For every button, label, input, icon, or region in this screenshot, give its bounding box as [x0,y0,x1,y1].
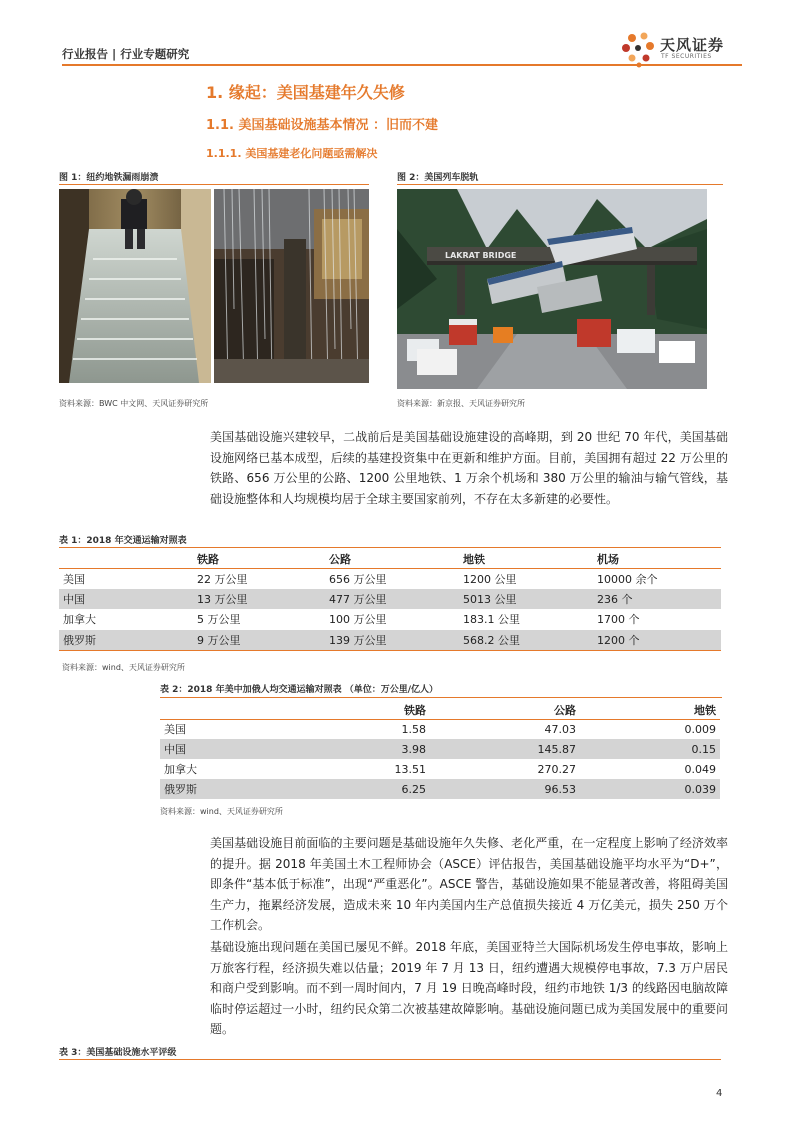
page-number: 4 [716,1088,723,1099]
table-cell: 3.98 [300,739,430,759]
table-2-rule [160,697,722,698]
table-cell: 5 万公里 [197,613,241,627]
figure-1-caption: 图 1：纽约地铁漏雨崩溃 [59,173,159,183]
table-cell: 236 个 [593,589,721,610]
section-heading-1: 1. 缘起：美国基建年久失修 [206,83,405,102]
figure-2-caption: 图 2：美国列车脱轨 [397,173,479,183]
table-cell: 1.58 [401,722,426,736]
table-2-header: 地铁 [580,701,720,719]
table-cell: 100 万公里 [329,613,387,627]
table-2-caption: 表 2：2018 年美中加俄人均交通运输对照表 （单位：万公里/亿人） [160,685,438,695]
table-cell: 加拿大 [164,763,197,776]
table-cell: 13 万公里 [193,589,325,610]
table-1-header-row [59,551,721,568]
header-divider [62,64,742,66]
table-cell: 俄罗斯 [59,630,193,651]
figure-2-photo [397,189,707,389]
table-1-header [59,551,193,568]
table-cell: 1700 个 [597,613,640,627]
figure-1-photo-right [214,189,369,383]
table-row [59,589,721,610]
table-2-header: 公路 [430,701,580,719]
table-row [59,568,721,589]
table-cell: 13.51 [394,762,426,776]
table-row [160,779,720,799]
table-1 [59,551,721,651]
table-cell: 270.27 [537,762,576,776]
table-2-header: 铁路 [300,701,430,719]
table-cell: 0.15 [580,739,720,759]
table-cell: 俄罗斯 [160,779,300,799]
paragraph-infrastructure-overview: 美国基础设施兴建较早，二战前后是美国基础设施建设的高峰期，到 20 世纪 70 年代，美国基础设施网络已基本成型，后续的基建投资集中在更新和维护方面。目前，美国拥有超过 22 万公里的铁路、656 万公里的公路、1200 公里地铁、1 万余个机场和 380 万公里的输油与输气管线，基础设施整体和人均规模均居于全球主要国家前列，不存在太多新建的必要性。 [210,430,728,506]
table-cell: 美国 [164,723,186,737]
table-2-header-row [160,701,720,719]
table-row [160,719,720,739]
table-cell: 5013 公里 [459,589,593,610]
table-cell: 477 万公里 [325,589,459,610]
table-cell: 中国 [59,589,193,610]
table-cell: 22 万公里 [197,572,248,586]
table-row [59,609,721,630]
table-cell: 0.039 [580,779,720,799]
table-cell: 96.53 [430,779,580,799]
table-cell: 183.1 公里 [463,613,520,627]
table-3-caption: 表 3：美国基础设施水平评级 [59,1048,177,1058]
paragraph-infrastructure-incidents: 基础设施出现问题在美国已屡见不鲜。2018 年底，美国亚特兰大国际机场发生停电事故，影响上万旅客行程，经济损失难以估量；2019 年 7 月 13 日，纽约遭遇大规模停电事故，7.3 万户居民和商户受到影响。而不到一周时间内，7 月 19 日晚高峰时段，纽约市地铁 1/3 的线路因电脑故障临时停运超过一小时，纽约民众第二次被基建故障影响。基础设施问题已成为美国发展中的重要问题。 [210,940,728,1036]
table-cell: 10000 余个 [597,572,658,586]
table-2-header [160,701,300,719]
figure-1-rule [59,184,369,185]
table-2-source: 资料来源：wind、天风证券研究所 [160,807,283,816]
logo-name: 天风证券 [660,36,725,54]
table-cell: 中国 [160,739,300,759]
table-cell: 568.2 公里 [459,630,593,651]
table-cell: 9 万公里 [193,630,325,651]
table-row [59,630,721,651]
paragraph-infrastructure-problems: 美国基础设施目前面临的主要问题是基础设施年久失修、老化严重，在一定程度上影响了经济效率的提升。据 2018 年美国土木工程师协会（ASCE）评估报告，美国基础设施平均水平为“D+”，即条件“基本低于标准”，出现“严重恶化”。ASCE 警告，基础设施如果不能显著改善，将阻碍美国生产力，拖累经济发展，造成未来 10 年内美国内生产总值损失接近 4 万亿美元，损失 250 万个工作机会。 [210,836,728,932]
table-cell: 加拿大 [63,613,96,627]
header-report-type: 行业报告 | 行业专题研究 [62,47,190,61]
table-1-header: 地铁 [459,551,593,568]
table-row [160,739,720,759]
table-cell: 1200 个 [593,630,721,651]
table-cell: 139 万公里 [325,630,459,651]
table-1-header: 铁路 [193,551,325,568]
section-heading-1-1-1: 1.1.1. 美国基建老化问题亟需解决 [206,147,378,160]
figure-2-source: 资料来源：新京报、天风证券研究所 [397,399,525,408]
figure-2-rule [397,184,723,185]
table-cell: 6.25 [300,779,430,799]
table-cell: 1200 公里 [463,572,517,586]
table-1-rule [59,547,721,548]
table-2 [160,701,720,799]
table-cell: 0.049 [684,762,716,776]
bridge-sign-text: LAKRAT BRIDGE [445,251,517,260]
figure-1-photo-left [59,189,211,383]
table-cell: 145.87 [430,739,580,759]
table-3-rule [59,1059,721,1060]
table-cell: 美国 [63,572,85,586]
table-1-caption: 表 1：2018 年交通运输对照表 [59,536,187,546]
table-cell: 656 万公里 [329,572,387,586]
table-1-header: 机场 [593,551,721,568]
logo-subtitle: TF SECURITIES [661,53,712,60]
table-row [160,759,720,779]
table-cell: 0.009 [684,722,716,736]
table-1-header: 公路 [325,551,459,568]
section-heading-1-1: 1.1. 美国基础设施基本情况 ：旧而不建 [206,118,439,133]
table-1-source: 资料来源：wind、天风证券研究所 [62,663,185,672]
table-cell: 47.03 [544,722,576,736]
figure-1-source: 资料来源：BWC 中文网、天风证券研究所 [59,399,209,408]
